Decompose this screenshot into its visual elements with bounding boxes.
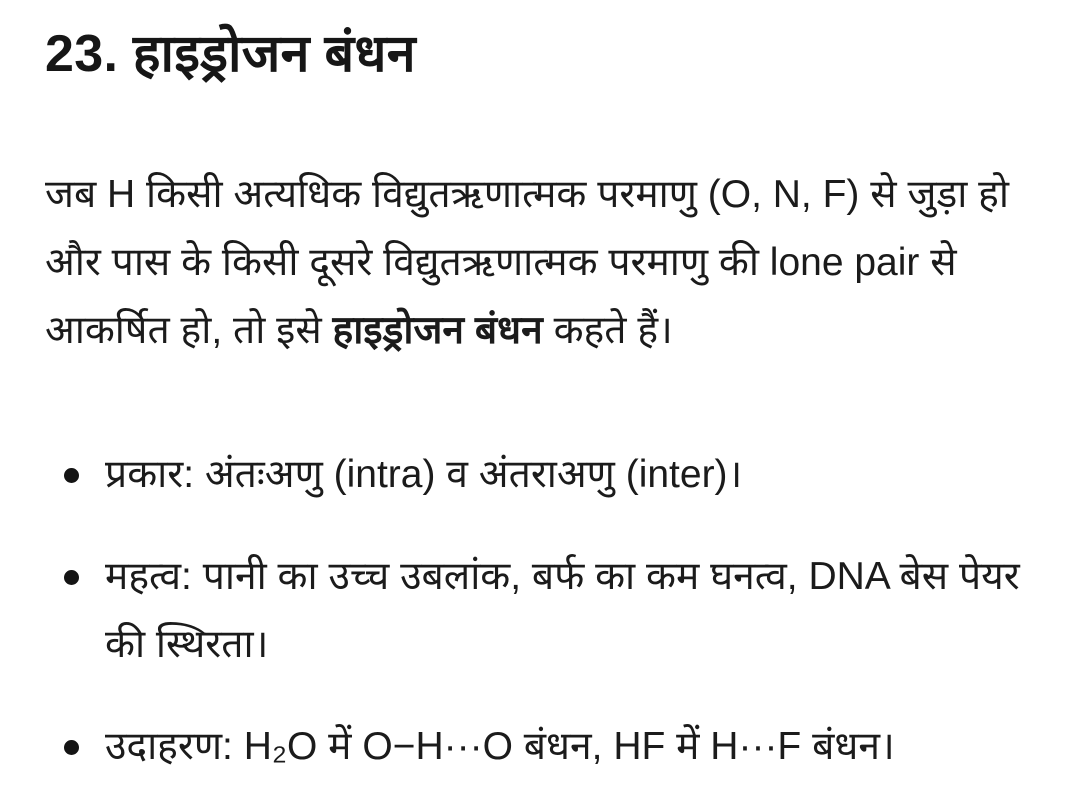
bullet-icon (64, 570, 79, 585)
list-item-importance (45, 543, 1033, 679)
bullet-icon (64, 740, 79, 755)
bullet-text: उदाहरण: H₂O में O−H···O बंधन, HF में H···F बंधन। (105, 725, 895, 768)
definition-bold-term: हाइड्रोजन बंधन (332, 309, 543, 352)
bullet-text: प्रकार: अंतःअणु (intra) व अंतराअणु (inter)। (105, 453, 743, 496)
section-heading: 23. हाइड्रोजन बंधन (45, 25, 416, 83)
list-item-example (45, 713, 1033, 781)
key-points-list (45, 441, 1035, 781)
bullet-text: महत्व: पानी का उच्च उबलांक, बर्फ का कम घनत्व, DNA बेस पेयर की स्थिरता। (105, 555, 1020, 666)
bullet-icon (64, 468, 79, 483)
definition-text-after: कहते हैं। (542, 309, 673, 352)
definition-text-before: जब H किसी अत्यधिक विद्युतऋणात्मक परमाणु (O, N, F) से जुड़ा हो और पास के किसी दूसरे विद्युतऋणात्मक परमाणु की lone pair से आकर्षित हो, तो इसे (45, 173, 1009, 352)
definition-paragraph (45, 161, 1035, 365)
list-item-types (45, 441, 1033, 509)
